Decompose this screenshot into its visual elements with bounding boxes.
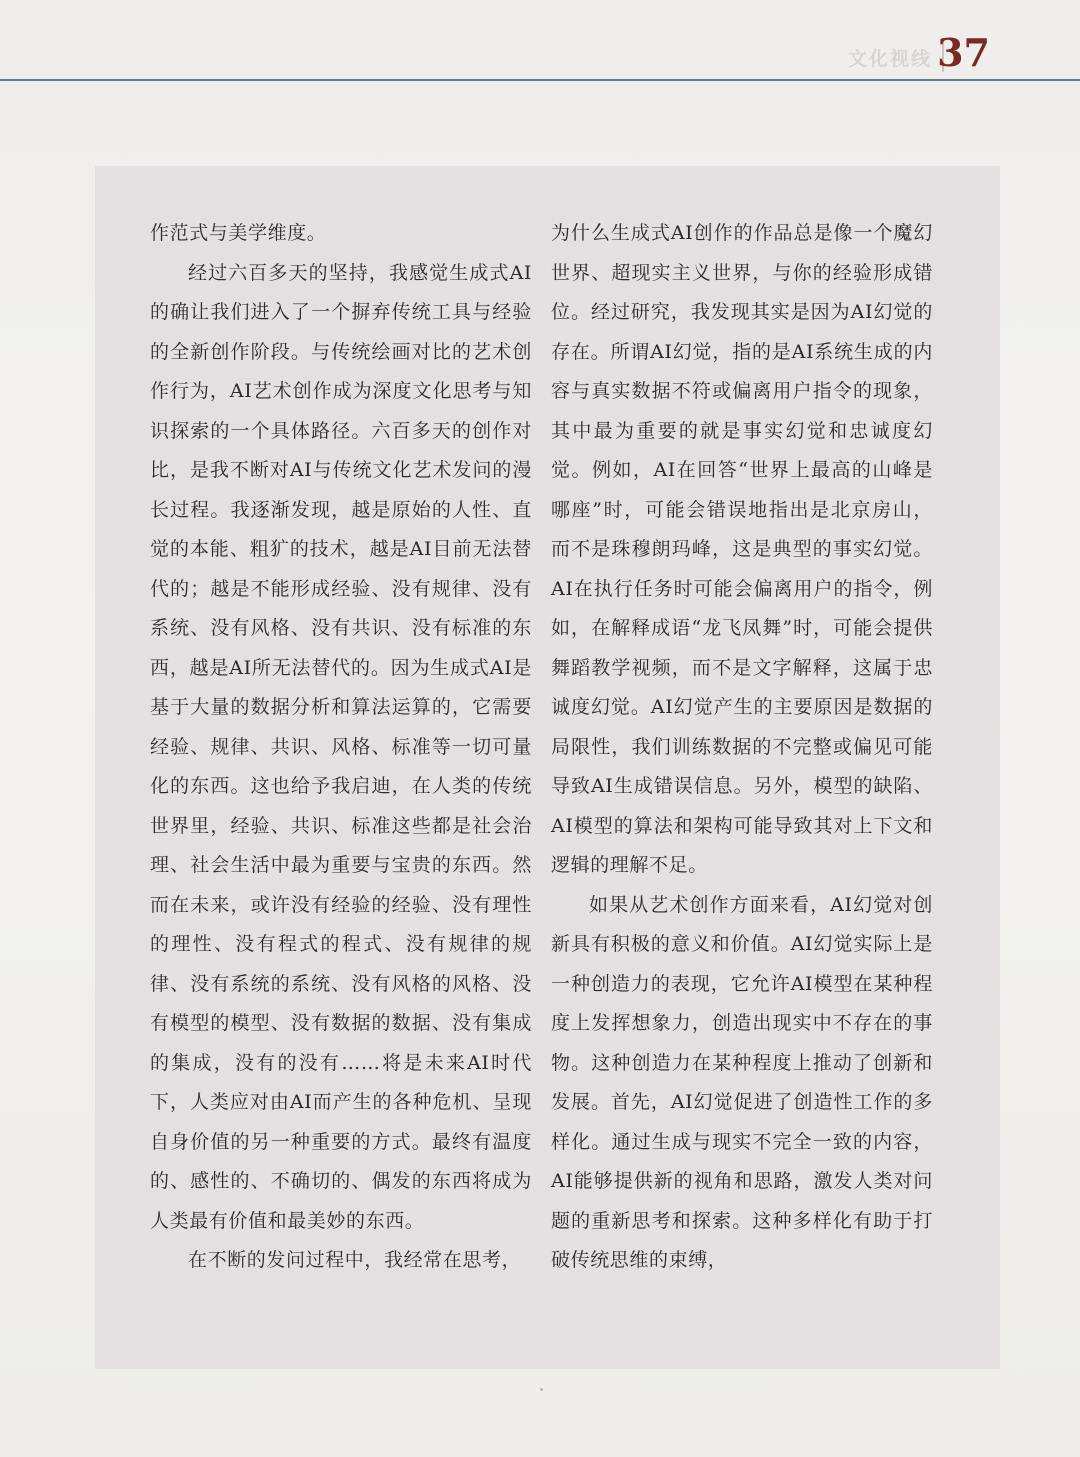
paragraph: 为什么生成式AI创作的作品总是像一个魔幻世界、超现实主义世界，与你的经验形成错位。经过研究，我发现其实是因为AI幻觉的存在。所谓AI幻觉，指的是AI系统生成的内容与真实数据不符或偏离用户指令的现象，其中最为重要的就是事实幻觉和忠诚度幻觉。例如，AI在回答“世界上最高的山峰是哪座”时，可能会错误地指出是北京房山，而不是珠穆朗玛峰，这是典型的事实幻觉。AI在执行任务时可能会偏离用户的指令，例如，在解释成语“龙飞凤舞”时，可能会提供舞蹈教学视频，而不是文字解释，这属于忠诚度幻觉。AI幻觉产生的主要原因是数据的局限性，我们训练数据的不完整或偏见可能导致AI生成错误信息。另外，模型的缺陷、AI模型的算法和架构可能导致其对上下文和逻辑的理解不足。 [551,222,933,876]
paragraph: 在不断的发问过程中，我经常在思考， [188,1249,522,1271]
paragraph: 经过六百多天的坚持，我感觉生成式AI的确让我们进入了一个摒弃传统工具与经验的全新创作阶段。与传统绘画对比的艺术创作行为，AI艺术创作成为深度文化思考与知识探索的一个具体路径。六百多天的创作对比，是我不断对AI与传统文化艺术发问的漫长过程。我逐渐发现，越是原始的人性、直觉的本能、粗犷的技术，越是AI目前无法替代的；越是不能形成经验、没有规律、没有系统、没有风格、没有共识、没有标准的东西，越是AI所无法替代的。因为生成式AI是基于大量的数据分析和算法运算的，它需要经验、规律、共识、风格、标准等一切可量化的东西。这也给予我启迪，在人类的传统世界里，经验、共识、标准这些都是社会治理、社会生活中最为重要与宝贵的东西。然而在未来，或许没有经验的经验、没有理性的理性、没有程式的程式、没有规律的规律、没有系统的系统、没有风格的风格、没有模型的模型、没有数据的数据、没有集成的集成，没有的没有……将是未来AI时代下，人类应对由AI而产生的各种危机、呈现自身价值的另一种重要的方式。最终有温度的、感性的、不确切的、偶发的东西将成为人类最有价值和最美妙的东西。 [150,261,532,1232]
paragraph: 作范式与美学维度。 [150,222,327,244]
header-rule [0,79,1080,81]
page-speck [540,1388,543,1391]
left-column [150,214,532,1281]
right-column [551,214,933,1281]
paragraph: 如果从艺术创作方面来看，AI幻觉对创新具有积极的意义和价值。AI幻觉实际上是一种创造力的表现，它允许AI模型在某种程度上发挥想象力，创造出现实中不存在的事物。这种创造力在某种程度上推动了创新和发展。首先，AI幻觉促进了创造性工作的多样化。通过生成与现实不完全一致的内容，AI能够提供新的视角和思路，激发人类对问题的重新思考和探索。这种多样化有助于打破传统思维的束缚， [551,893,933,1271]
section-title: 文化视线 [847,48,932,70]
page-number: 37 [937,30,990,75]
